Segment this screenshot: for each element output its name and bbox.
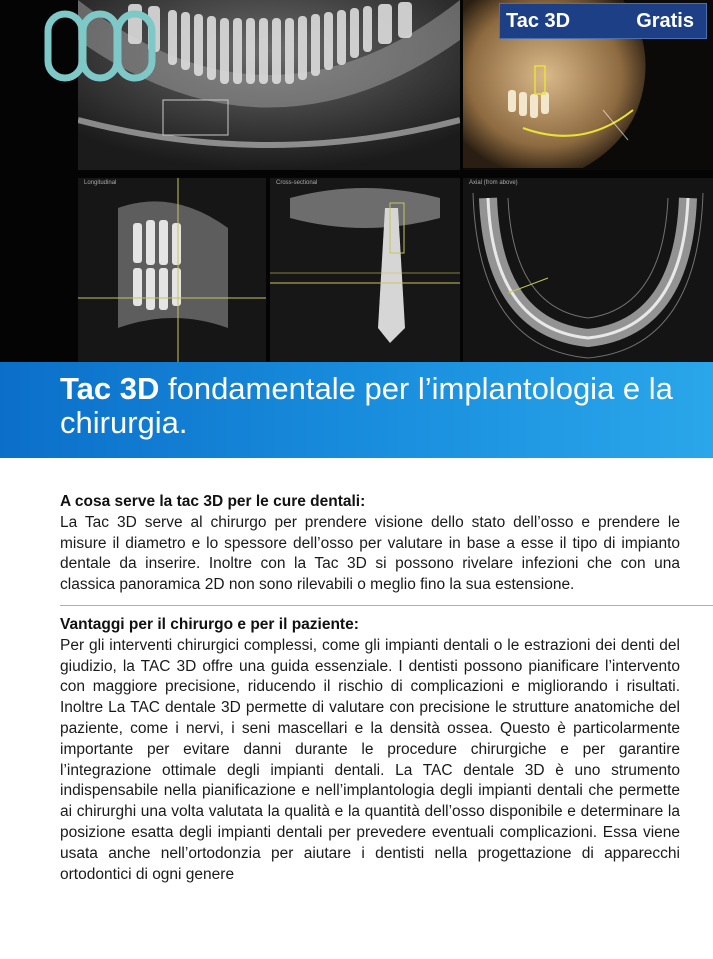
article-body bbox=[60, 492, 680, 885]
tac3d-gratis-tag bbox=[499, 3, 707, 39]
panel-label-axial: Axial (from above) bbox=[469, 180, 518, 186]
page-title-rest: fondamentale per l’implantologia e la chirurgia. bbox=[60, 371, 673, 440]
panel-label-cross-sectional: Cross-sectional bbox=[276, 180, 318, 186]
longitudinal-ct-drawing bbox=[78, 178, 266, 362]
section-text: Per gli interventi chirurgici complessi, come gli impianti dentali o le estrazioni dei denti del giudizio, la TAC 3D offre una guida essenziale. I dentisti possono pianificare l’intervento con maggiore precisione, riducendo il rischio di complicazioni e migliorando i risultati. Inoltre La TAC dentale 3D permette di valutare con precisione le strutture anatomiche del paziente, come i nervi, i seni mascellari e la densità ossea. Questo è particolarmente importante per evitare danni durante le procedure chirurgiche e per garantire l’integrazione ottimale degli impianti dentali. La TAC dentale 3D è uno strumento indispensabile nella pianificazione e nell’implantologia degli impianti dentali che permette ai chirurghi una volta valutata la qualità e la quantità dell’osso disponibile e determinare la posizione esatta degli impianti dentali per prevedere eventuali complicazioni. Essa viene usata anche nell’ortodonzia per aiutare i dentisti nella progettazione di apparecchi ortodontici di ogni genere bbox=[60, 636, 680, 883]
cross-sectional-ct-panel bbox=[270, 178, 460, 362]
section-text: La Tac 3D serve al chirurgo per prendere visione dello stato dell’osso e prendere le misure il diametro e lo spessore dell’osso per valutare in base a esse il tipo di impianto dentale da inserire. Inoltre con la Tac 3D si possono rivelare infezioni che con una classica panoramica 2D non sono rilevabili o meglio fino la sua estensione. bbox=[60, 513, 680, 594]
axial-ct-drawing bbox=[463, 178, 713, 362]
section-heading: A cosa serve la tac 3D per le cure dentali: bbox=[60, 493, 366, 510]
tag-label-tac3d: Tac 3D bbox=[506, 9, 571, 32]
panel-label-longitudinal: Longitudinal bbox=[84, 180, 117, 186]
longitudinal-ct-panel bbox=[78, 178, 266, 362]
tag-label-gratis: Gratis bbox=[636, 9, 694, 32]
title-banner bbox=[0, 362, 713, 458]
axial-ct-panel bbox=[463, 178, 713, 362]
ct-scan-image bbox=[0, 0, 713, 362]
section-uses bbox=[60, 492, 680, 596]
section-advantages bbox=[60, 615, 680, 885]
section-heading: Vantaggi per il chirurgo e per il paziente: bbox=[60, 615, 359, 633]
page-title bbox=[60, 372, 700, 440]
section-divider bbox=[60, 605, 713, 606]
cross-sectional-ct-drawing bbox=[270, 178, 460, 362]
logo-rings-icon bbox=[44, 8, 156, 89]
page-title-bold: Tac 3D bbox=[60, 371, 160, 406]
